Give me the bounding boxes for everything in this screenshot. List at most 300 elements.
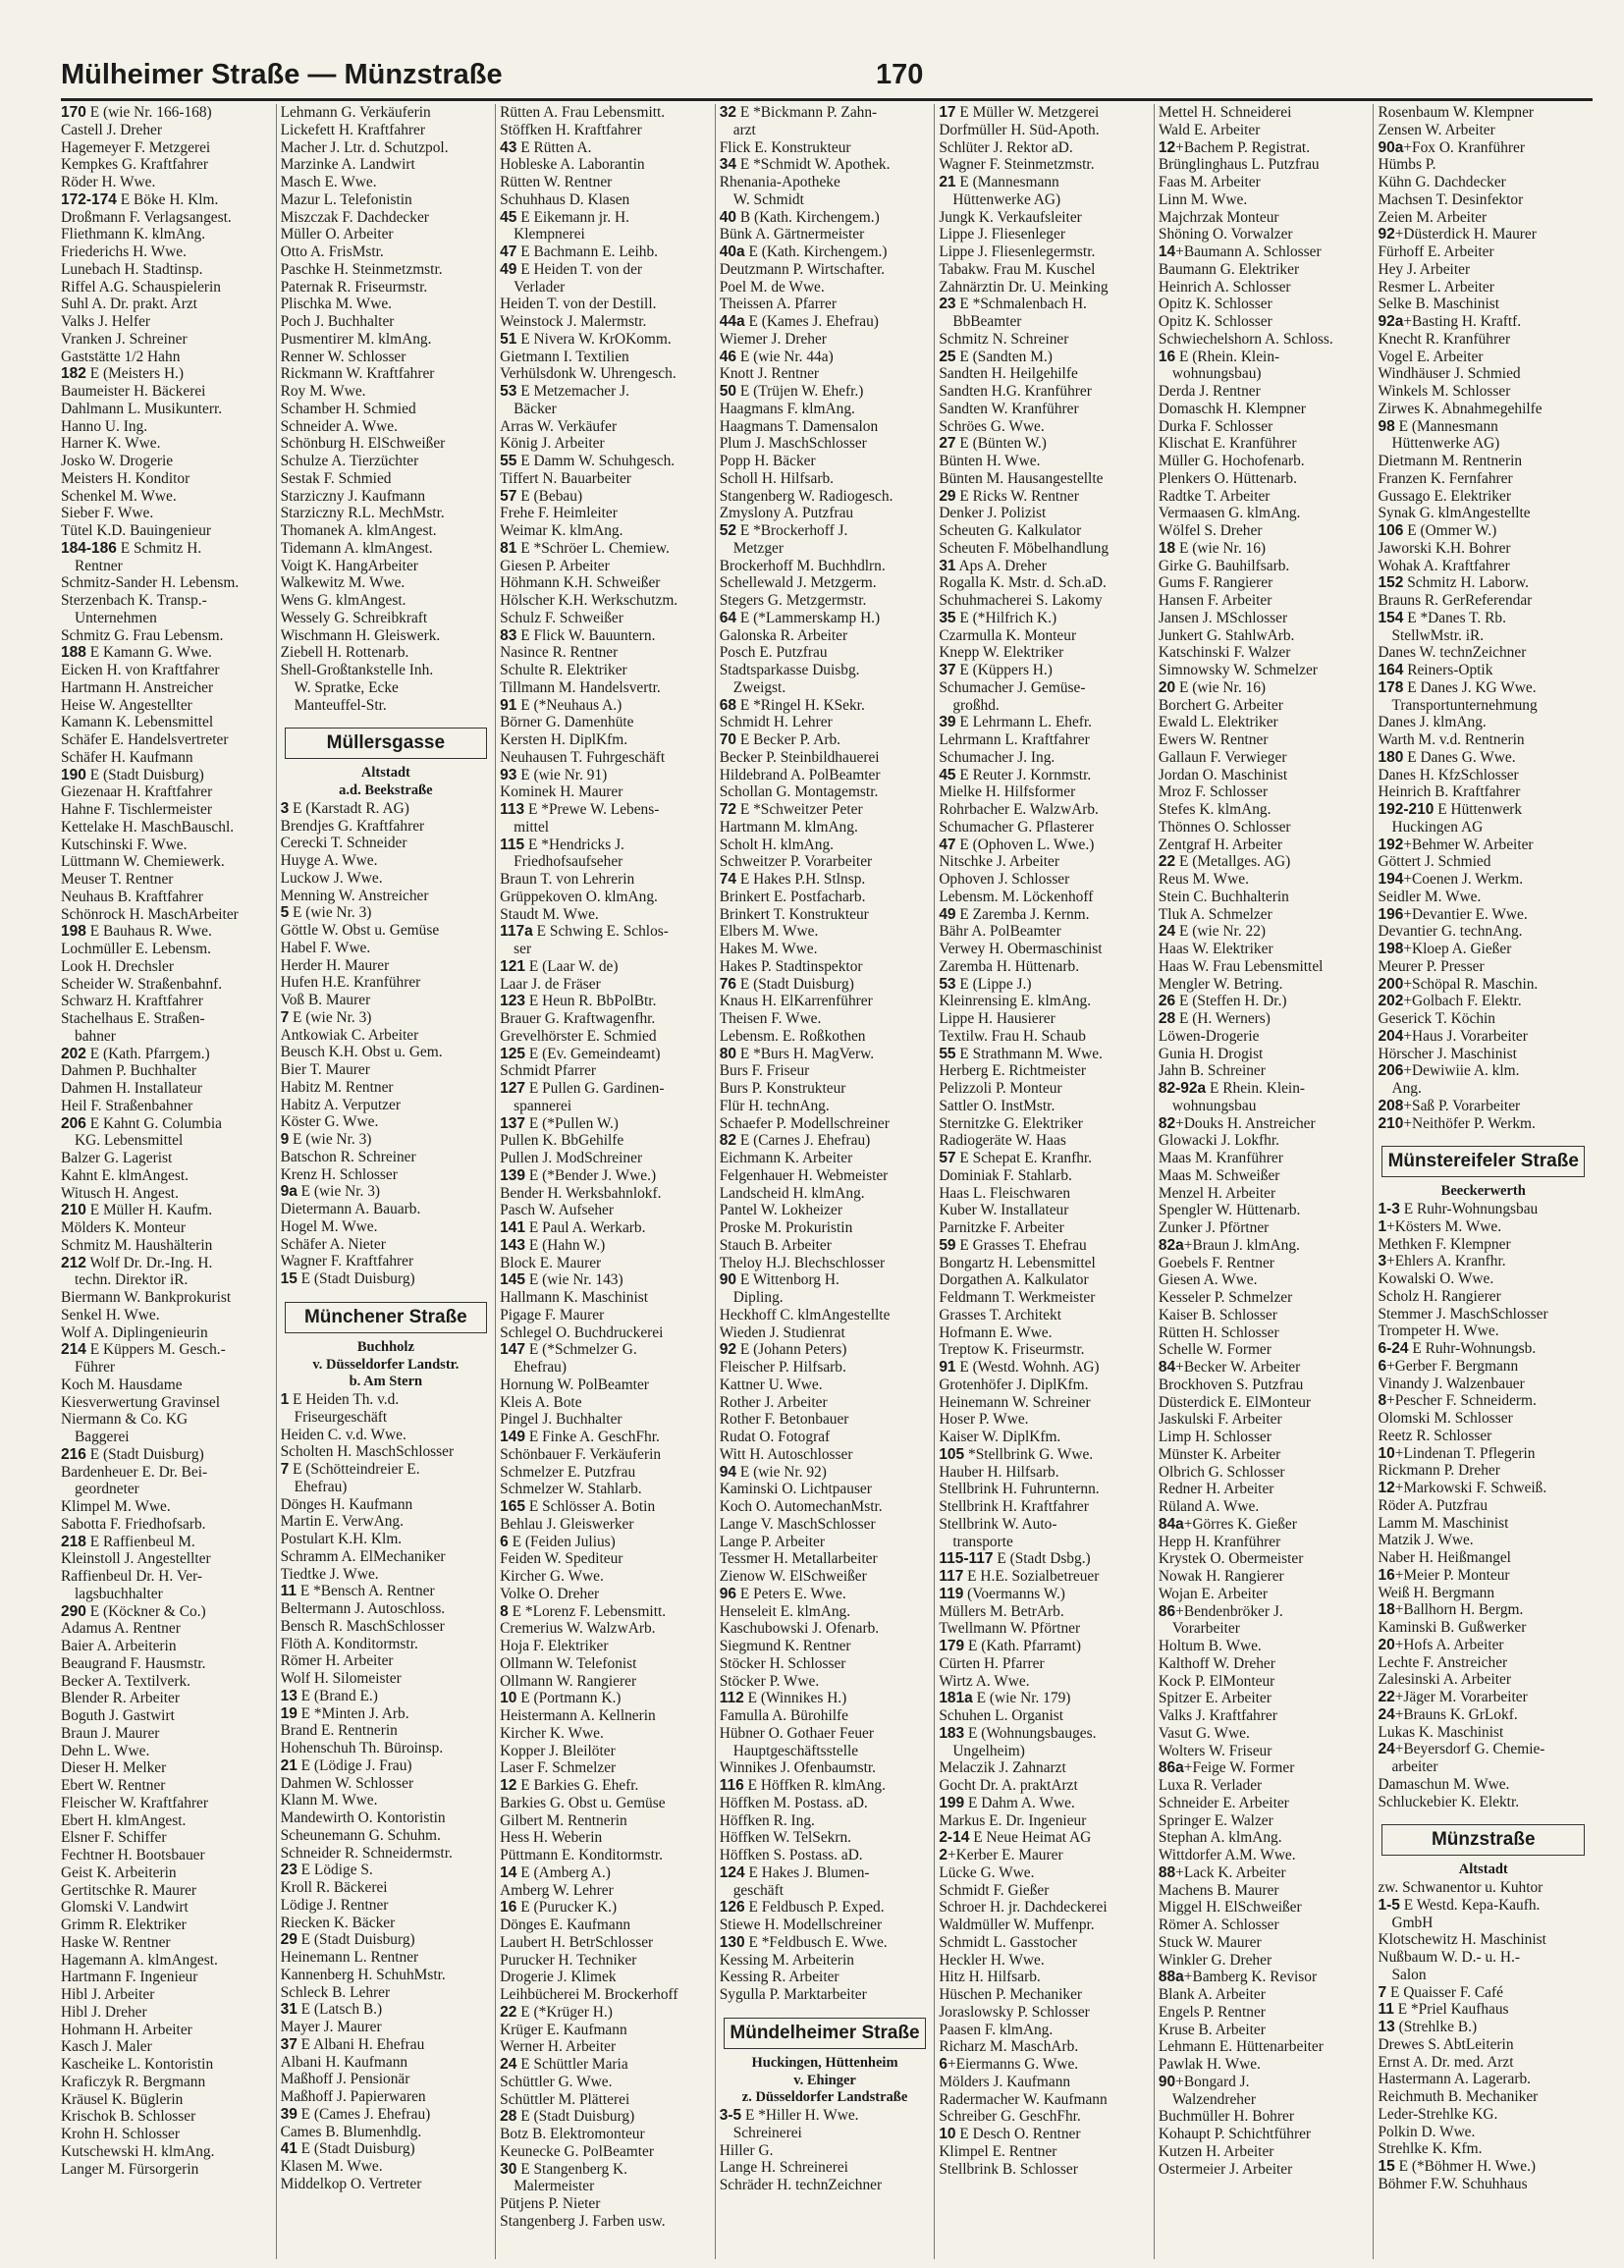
resident-entry: Boguth J. Gastwirt — [61, 1707, 175, 1724]
resident-entry: KG. Lebensmittel — [75, 1132, 184, 1150]
resident-entry: Simnowsky W. Schmelzer — [1158, 662, 1318, 678]
house-number: 90 — [1158, 2073, 1176, 2090]
house-number: 10 — [500, 1690, 517, 1707]
resident-entry: Spitzer E. Arbeiter — [1158, 1690, 1272, 1707]
resident-entry: Ang. — [1391, 1080, 1422, 1097]
resident-entry: Haske W. Rentner — [61, 1933, 171, 1951]
house-number-entry: 74 E Hakes P.H. Stlnsp. — [719, 871, 866, 888]
resident-entry: Metzger — [732, 539, 785, 557]
resident-entry: Wagner F. Steinmetzmstr. — [939, 156, 1095, 174]
house-number: 43 — [500, 138, 517, 156]
house-number-entry: 59 E Grasses T. Ehefrau — [939, 1236, 1087, 1254]
resident-entry: Klimpel M. Wwe. — [61, 1498, 171, 1515]
house-number: 192 — [1378, 836, 1404, 853]
house-number: 90a — [1378, 138, 1404, 156]
house-number-entry: 55 E Damm W. Schuhgesch. — [500, 453, 676, 469]
resident-entry: Gunia H. Drogist — [1158, 1045, 1264, 1062]
house-number-entry: 39 E (Cames J. Ehefrau) — [280, 2105, 431, 2123]
house-number: 9a — [280, 1183, 298, 1201]
resident-entry: Schreiber G. GeschFhr. — [939, 2108, 1081, 2126]
resident-entry: Tluk A. Schmelzer — [1158, 905, 1272, 923]
resident-entry: Landscheid H. klmAng. — [719, 1184, 865, 1202]
house-number: 14 — [500, 1863, 517, 1881]
resident-entry: Machens B. Maurer — [1158, 1881, 1279, 1899]
resident-entry: Voigt K. HangArbeiter — [280, 557, 418, 574]
resident-entry: Schwarz H. Kraftfahrer — [61, 993, 203, 1010]
resident-entry: Sestak F. Schmied — [280, 469, 392, 487]
resident-entry: Schulte R. Elektriker — [500, 662, 627, 678]
resident-entry: Riecken K. Bäcker — [280, 1914, 396, 1931]
house-number: 290 — [61, 1602, 86, 1620]
house-number-entry: 11 E *Bensch A. Rentner — [280, 1583, 435, 1600]
resident-entry: Meisters H. Konditor — [61, 469, 190, 487]
house-number: 53 — [500, 383, 517, 400]
house-number: 51 — [500, 330, 517, 348]
resident-entry: techn. Direktor iR. — [75, 1271, 189, 1289]
house-number-entry: 45 E Eikemann jr. H. — [500, 208, 629, 226]
resident-entry: Vorarbeiter — [1171, 1620, 1240, 1638]
resident-entry: Stein C. Buchhalterin — [1158, 888, 1289, 905]
resident-entry: Winkler G. Dreher — [1158, 1951, 1272, 1969]
house-number: 206 — [1378, 1062, 1404, 1080]
resident-entry: Textilw. Frau H. Schaub — [939, 1027, 1086, 1045]
house-number-entry: 28 E (H. Werners) — [1158, 1010, 1271, 1027]
resident-entry: Buchmüller H. Bohrer — [1158, 2108, 1294, 2126]
resident-entry: Römer H. Arbeiter — [280, 1652, 394, 1670]
resident-entry: Hakes P. Stadtinspektor — [719, 957, 863, 975]
resident-entry: wohnungsbau) — [1171, 365, 1262, 383]
resident-entry: Zensen W. Arbeiter — [1378, 121, 1495, 138]
resident-entry: Hagemeyer F. Metzgerei — [61, 138, 211, 156]
house-number: 31 — [280, 2001, 298, 2019]
house-number: 16 — [1158, 348, 1176, 365]
section-gap — [281, 714, 492, 722]
house-number: 182 — [61, 365, 86, 383]
resident-entry: Koch O. AutomechanMstr. — [719, 1498, 883, 1515]
house-number: 15 — [1378, 2158, 1395, 2175]
resident-entry: Hauptgeschäftsstelle — [732, 1742, 859, 1759]
house-number: 190 — [61, 766, 86, 783]
resident-entry: Stefes K. klmAng. — [1158, 801, 1272, 818]
resident-entry: Heinrich A. Schlosser — [1158, 278, 1291, 296]
resident-entry: Beltermann J. Autoschloss. — [280, 1600, 446, 1617]
resident-entry: Tabakw. Frau M. Kuschel — [939, 260, 1096, 278]
resident-entry: Laar J. de Fräser — [500, 975, 601, 993]
resident-entry: arbeiter — [1391, 1758, 1438, 1775]
house-number-entry: 81 E *Schröer L. Chemiew. — [500, 539, 670, 557]
resident-entry: Kasch J. Maler — [61, 2038, 152, 2056]
resident-entry: Ostermeier J. Arbeiter — [1158, 2160, 1293, 2178]
resident-entry: Manteuffel-Str. — [294, 696, 387, 714]
resident-entry: Huckingen AG — [1391, 818, 1484, 836]
resident-entry: Riffel A.G. Schauspielerin — [61, 278, 221, 296]
house-number-entry: 49 E Zaremba J. Kernm. — [939, 905, 1090, 923]
house-number-entry: 9a E (wie Nr. 3) — [280, 1183, 381, 1201]
resident-entry: Poch J. Buchhalter — [280, 313, 395, 330]
resident-entry: Schmidt F. Gießer — [939, 1881, 1050, 1899]
resident-entry: Höffken W. TelSekrn. — [719, 1829, 852, 1847]
street-heading: Müllersgasse — [285, 728, 488, 759]
resident-entry: Dahlmann L. Musikunterr. — [61, 400, 223, 417]
house-number-entry: 15 E (Stadt Duisburg) — [280, 1270, 415, 1287]
house-number: 29 — [939, 487, 956, 505]
resident-entry: GmbH — [1391, 1914, 1434, 1931]
resident-entry: Fechtner H. Bootsbauer — [61, 1847, 205, 1863]
resident-entry: Hoser P. Wwe. — [939, 1411, 1029, 1429]
resident-entry: Radiogeräte W. Haas — [939, 1132, 1066, 1150]
resident-entry: Danes H. KfzSchlosser — [1378, 766, 1519, 783]
house-number: 21 — [280, 1756, 298, 1774]
house-number-entry: 10+Lindenan T. Pflegerin — [1378, 1444, 1536, 1462]
house-number-entry: 70 E Becker P. Arb. — [719, 731, 840, 748]
resident-entry: Vogel E. Arbeiter — [1378, 348, 1484, 365]
house-number-entry: 88a+Bamberg K. Revisor — [1158, 1969, 1318, 1986]
resident-entry: Gietmann I. Textilien — [500, 348, 629, 365]
resident-entry: Hildebrand A. PolBeamter — [719, 766, 881, 783]
house-number-entry: 116 E Höffken R. klmAng. — [719, 1777, 886, 1794]
resident-entry: Rother F. Betonbauer — [719, 1411, 849, 1429]
resident-entry: Devantier G. technAng. — [1378, 923, 1523, 941]
resident-entry: Burs F. Friseur — [719, 1062, 810, 1080]
house-number-entry: 6+Gerber F. Bergmann — [1378, 1357, 1519, 1375]
house-number: 210 — [1378, 1114, 1404, 1132]
resident-entry: Pelizzoli P. Monteur — [939, 1080, 1062, 1097]
resident-entry: Dönges E. Kaufmann — [500, 1917, 631, 1933]
section-gap — [1378, 1132, 1589, 1140]
house-number-entry: 47 E (Ophoven L. Wwe.) — [939, 836, 1095, 853]
resident-entry: Wolf H. Silomeister — [280, 1670, 402, 1687]
house-number-entry: 16 E (Rhein. Klein- — [1158, 348, 1280, 365]
resident-entry: Hufen H.E. Kranführer — [280, 974, 421, 992]
resident-entry: Josko W. Drogerie — [61, 453, 174, 469]
house-number-entry: 41 E (Stadt Duisburg) — [280, 2140, 415, 2158]
house-number-entry: 94 E (wie Nr. 92) — [719, 1463, 827, 1481]
house-number: 92 — [719, 1341, 736, 1359]
house-number: 105 — [939, 1445, 965, 1463]
house-number-entry: 28 E (Stadt Duisburg) — [500, 2108, 635, 2126]
house-number-entry: 52 E *Brockerhoff J. — [719, 522, 848, 539]
resident-entry: Neuhaus B. Kraftfahrer — [61, 888, 203, 905]
resident-entry: Luxa R. Verlader — [1158, 1777, 1263, 1794]
resident-entry: Kraficzyk R. Bergmann — [61, 2073, 206, 2090]
house-number: 1 — [1378, 1217, 1387, 1235]
resident-entry: Maas M. Schweißer — [1158, 1166, 1280, 1184]
resident-entry: Schönburg H. ElSchweißer — [280, 435, 446, 453]
resident-entry: Mölders J. Kaufmann — [939, 2073, 1071, 2090]
house-number-entry: 92a+Basting H. Kraftf. — [1378, 313, 1522, 330]
house-number-entry: 198 E Bauhaus R. Wwe. — [61, 923, 212, 941]
resident-entry: Windhäuser J. Schmied — [1378, 365, 1521, 383]
house-number: 2-14 — [939, 1829, 970, 1847]
resident-entry: Wens G. klmAngest. — [280, 592, 406, 609]
resident-entry: Werner H. Arbeiter — [500, 2038, 617, 2056]
house-number: 57 — [500, 487, 517, 505]
resident-entry: Stachelhaus E. Straßen- — [61, 1010, 205, 1027]
house-number-entry: 208+Saß P. Vorarbeiter — [1378, 1097, 1521, 1114]
house-number: 55 — [500, 453, 517, 469]
resident-entry: Drewes S. AbtLeiterin — [1378, 2035, 1514, 2053]
resident-entry: Stegers G. Metzgermstr. — [719, 592, 867, 609]
house-number: 57 — [939, 1150, 956, 1166]
house-number-entry: 35 E (*Hilfrich K.) — [939, 609, 1057, 626]
house-number: 27 — [939, 435, 956, 453]
house-number-entry: 14 E (Amberg A.) — [500, 1863, 611, 1881]
house-number-entry: 6 E (Feiden Julius) — [500, 1533, 616, 1550]
house-number: 8 — [1378, 1392, 1387, 1410]
house-number: 46 — [719, 348, 736, 365]
directory-columns — [61, 104, 1593, 2259]
resident-entry: Starziczny R.L. MechMstr. — [280, 505, 445, 522]
resident-entry: Bensch R. MaschSchlosser — [280, 1617, 445, 1635]
resident-entry: Kamann K. Lebensmittel — [61, 714, 214, 731]
resident-entry: Krüger E. Kaufmann — [500, 2021, 627, 2038]
house-number: 141 — [500, 1219, 526, 1236]
resident-entry: Hartmann H. Anstreicher — [61, 678, 214, 696]
resident-entry: Stellbrink W. Auto- — [939, 1515, 1057, 1533]
resident-entry: Rentner — [75, 557, 123, 574]
resident-entry: Senkel H. Wwe. — [61, 1306, 160, 1323]
house-number-entry: 184-186 E Schmitz H. — [61, 539, 202, 557]
house-number-entry: 180 E Danes G. Wwe. — [1378, 748, 1516, 766]
resident-entry: Polkin D. Wwe. — [1378, 2123, 1476, 2140]
resident-entry: Dorgathen A. Kalkulator — [939, 1271, 1089, 1289]
house-number: 10 — [1378, 1444, 1395, 1462]
resident-entry: Hüschen P. Mechaniker — [939, 1986, 1083, 2003]
resident-entry: Walkewitz M. Wwe. — [280, 574, 406, 592]
resident-entry: Krystek O. Obermeister — [1158, 1550, 1304, 1568]
house-number-entry: 13 (Strehlke B.) — [1378, 2019, 1478, 2035]
resident-entry: Borchert G. Arbeiter — [1158, 696, 1283, 714]
house-number: 53 — [939, 975, 956, 993]
resident-entry: Dahmen W. Schlosser — [280, 1774, 414, 1792]
resident-entry: Mölders K. Monteur — [61, 1219, 186, 1236]
house-number: 184-186 — [61, 539, 117, 557]
resident-entry: Heckler H. Wwe. — [939, 1951, 1045, 1969]
house-number-entry: 179 E (Kath. Pfarramt) — [939, 1638, 1081, 1654]
house-number-entry: 6-24 E Ruhr-Wohnungsb. — [1378, 1340, 1537, 1357]
resident-entry: Kaminski B. Gußwerker — [1378, 1619, 1527, 1636]
resident-entry: Scheuten G. Kalkulator — [939, 522, 1082, 539]
district-note: v. Düsseldorfer Landstr. — [312, 1356, 460, 1373]
resident-entry: Domaschk H. Klempner — [1158, 400, 1306, 417]
resident-entry: Rickmann W. Kraftfahrer — [280, 365, 435, 383]
resident-entry: Dönges H. Kaufmann — [280, 1495, 413, 1513]
resident-entry: Naber H. Heißmangel — [1378, 1549, 1511, 1566]
house-number: 88a — [1158, 1969, 1184, 1986]
house-number-entry: 124 E Hakes J. Blumen- — [719, 1863, 870, 1881]
resident-entry: Schäfer A. Nieter — [280, 1235, 386, 1253]
resident-entry: Plischka M. Wwe. — [280, 296, 393, 313]
resident-entry: W. Schmidt — [732, 190, 804, 208]
house-number-entry: 12+Markowski F. Schweiß. — [1378, 1480, 1547, 1496]
resident-entry: Feiden W. Spediteur — [500, 1550, 623, 1568]
house-number: 59 — [939, 1236, 956, 1254]
resident-entry: Derda J. Rentner — [1158, 383, 1261, 400]
resident-entry: Plenkers O. Hüttenarb. — [1158, 469, 1297, 487]
house-number-entry: 22+Jäger M. Vorarbeiter — [1378, 1689, 1528, 1705]
resident-entry: Stemmer J. MaschSchlosser — [1378, 1305, 1548, 1323]
resident-entry: mittel — [514, 818, 550, 836]
house-number: 112 — [719, 1690, 744, 1707]
resident-entry: Kaiser W. DiplKfm. — [939, 1429, 1061, 1445]
resident-entry: arzt — [732, 121, 756, 138]
resident-entry: Pusmentirer M. klmAng. — [280, 330, 432, 348]
resident-entry: Haas W. Frau Lebensmittel — [1158, 957, 1324, 975]
house-number: 126 — [719, 1899, 745, 1917]
resident-entry: Majchrzak Monteur — [1158, 208, 1279, 226]
resident-entry: Schuhhaus D. Klasen — [500, 190, 630, 208]
resident-entry: Suhl A. Dr. prakt. Arzt — [61, 296, 197, 313]
resident-entry: transporte — [952, 1533, 1013, 1550]
house-number: 194 — [1378, 871, 1404, 888]
resident-entry: Heistermann A. Kellnerin — [500, 1707, 656, 1724]
resident-entry: Schneider E. Arbeiter — [1158, 1794, 1289, 1811]
resident-entry: Kalthoff W. Dreher — [1158, 1654, 1275, 1672]
resident-entry: Cürten H. Pfarrer — [939, 1654, 1045, 1672]
resident-entry: Cremerius W. WalzwArb. — [500, 1620, 656, 1638]
resident-entry: Müller O. Arbeiter — [280, 226, 394, 243]
house-number-entry: 115-117 E (Stadt Dsbg.) — [939, 1550, 1091, 1568]
resident-entry: Hüttenwerke AG) — [952, 190, 1061, 208]
house-number-entry: 290 E (Köckner & Co.) — [61, 1602, 206, 1620]
house-number-entry: 190 E (Stadt Duisburg) — [61, 766, 204, 783]
house-number-entry: 182 E (Meisters H.) — [61, 365, 185, 383]
resident-entry: Kutschinski F. Wwe. — [61, 836, 188, 853]
house-number-entry: 199 E Dahm A. Wwe. — [939, 1794, 1075, 1811]
resident-entry: Dietmann M. Rentnerin — [1378, 453, 1523, 469]
resident-entry: Gallaun F. Verwieger — [1158, 748, 1287, 766]
house-number: 47 — [939, 836, 956, 853]
resident-entry: Mazur L. Telefonistin — [280, 190, 412, 208]
house-number-entry: 113 E *Prewe W. Lebens- — [500, 801, 660, 818]
resident-entry: Heiden T. von der Destill. — [500, 296, 657, 313]
resident-entry: Meurer P. Presser — [1378, 957, 1485, 975]
resident-entry: Maßhoff J. Pensionär — [280, 2071, 410, 2088]
house-number: 5 — [280, 904, 290, 922]
house-number-entry: 90+Bongard J. — [1158, 2073, 1250, 2090]
house-number-entry: 68 E *Ringel H. KSekr. — [719, 696, 865, 714]
house-number: 82 — [719, 1132, 736, 1150]
house-number-entry: 57 E Schepat E. Kranfhr. — [939, 1150, 1093, 1166]
resident-entry: Treptow K. Friseurmstr. — [939, 1341, 1085, 1359]
resident-entry: Hörscher J. Maschinist — [1378, 1045, 1517, 1062]
house-number: 25 — [939, 348, 956, 365]
resident-entry: Lippe H. Hausierer — [939, 1010, 1056, 1027]
resident-entry: Richarz M. MaschArb. — [939, 2038, 1079, 2056]
house-number-entry: 143 E (Hahn W.) — [500, 1236, 606, 1254]
resident-entry: Wolters W. Friseur — [1158, 1742, 1272, 1759]
house-number: 172-174 — [61, 190, 117, 208]
house-number: 13 — [1378, 2019, 1395, 2035]
house-number: 181a — [939, 1690, 973, 1707]
resident-entry: Kleinstoll J. Angestellter — [61, 1550, 211, 1568]
resident-entry: Lunebach H. Stadtinsp. — [61, 260, 203, 278]
resident-entry: Fliethmann K. klmAng. — [61, 226, 206, 243]
house-number-entry: 181a E (wie Nr. 179) — [939, 1690, 1071, 1707]
resident-entry: Rhenania-Apotheke — [719, 174, 840, 190]
house-number-entry: 119 (Voermanns W.) — [939, 1585, 1065, 1602]
house-number: 84 — [1158, 1359, 1176, 1376]
resident-entry: Stöcker H. Schlosser — [719, 1654, 846, 1672]
resident-entry: Pullen J. ModSchreiner — [500, 1150, 643, 1166]
house-number-entry: 141 E Paul A. Werkarb. — [500, 1219, 646, 1236]
resident-entry: Becker P. Steinbildhauerei — [719, 748, 880, 766]
resident-entry: Gertitschke R. Maurer — [61, 1881, 197, 1899]
resident-entry: Giesen A. Wwe. — [1158, 1271, 1258, 1289]
resident-entry: Miszczak F. Dachdecker — [280, 208, 429, 226]
house-number: 40a — [719, 243, 745, 260]
house-number-entry: 88+Lack K. Arbeiter — [1158, 1863, 1286, 1881]
house-number-entry: 1-5 E Westd. Kepa-Kaufh. — [1378, 1896, 1541, 1914]
resident-entry: Lange P. Arbeiter — [719, 1533, 826, 1550]
house-number: 24 — [500, 2056, 517, 2073]
resident-entry: Twellmann W. Pförtner — [939, 1620, 1081, 1638]
resident-entry: großhd. — [952, 696, 1000, 714]
resident-entry: Mroz F. Schlosser — [1158, 783, 1269, 801]
resident-entry: Langer M. Fürsorgerin — [61, 2160, 199, 2178]
resident-entry: Walzendreher — [1171, 2090, 1256, 2108]
house-number: 196 — [1378, 905, 1404, 923]
house-number: 198 — [61, 923, 86, 941]
house-number: 45 — [939, 766, 956, 783]
resident-entry: Heise W. Angestellter — [61, 696, 192, 714]
house-number: 19 — [280, 1704, 298, 1722]
house-number-entry: 214 E Küppers M. Gesch.- — [61, 1341, 226, 1359]
house-number-entry: 31 Aps A. Dreher — [939, 557, 1047, 574]
resident-entry: Bender H. Werksbahnlokf. — [500, 1184, 662, 1202]
house-number-entry: 125 E (Ev. Gemeindeamt) — [500, 1045, 661, 1062]
resident-entry: Hepp H. Kranführer — [1158, 1533, 1281, 1550]
resident-entry: Flür H. technAng. — [719, 1097, 830, 1114]
house-number: 74 — [719, 871, 736, 888]
house-number-entry: 32 E *Bickmann P. Zahn- — [719, 104, 878, 121]
house-number: 86 — [1158, 1602, 1176, 1620]
resident-entry: Pantel W. Lokheizer — [719, 1202, 842, 1219]
house-number-entry: 17 E Müller W. Metzgerei — [939, 104, 1100, 121]
resident-entry: Lehrmann L. Kraftfahrer — [939, 731, 1090, 748]
house-number: 200 — [1378, 975, 1404, 993]
resident-entry: Brinkert T. Konstrukteur — [719, 905, 869, 923]
resident-entry: Menning W. Anstreicher — [280, 887, 429, 904]
resident-entry: Denker J. Polizist — [939, 505, 1047, 522]
resident-entry: Lange V. MaschSchlosser — [719, 1515, 876, 1533]
page-number: 170 — [876, 59, 924, 90]
resident-entry: Kleis A. Bote — [500, 1393, 582, 1411]
resident-entry: Rickmann P. Dreher — [1378, 1462, 1500, 1480]
resident-entry: Waldmüller W. Muffenpr. — [939, 1917, 1095, 1933]
resident-entry: Stellbrink B. Schlosser — [939, 2160, 1078, 2178]
house-number: 180 — [1378, 748, 1404, 766]
resident-entry: Ebert H. klmAngest. — [61, 1811, 187, 1829]
house-number-entry: 8+Pescher F. Schneiderm. — [1378, 1392, 1537, 1410]
house-number-entry: 44a E (Kames J. Ehefrau) — [719, 313, 879, 330]
district-note: b. Am Stern — [349, 1374, 423, 1390]
resident-entry: Dorfmüller H. Süd-Apoth. — [939, 121, 1100, 138]
resident-entry: Warth M. v.d. Rentnerin — [1378, 731, 1525, 748]
house-number: 40 — [719, 208, 736, 226]
house-number: 123 — [500, 993, 526, 1010]
house-number-entry: 39 E Lehrmann L. Ehefr. — [939, 714, 1093, 731]
resident-entry: Ehefrau) — [294, 1478, 348, 1495]
district-note: v. Ehinger — [793, 2072, 856, 2088]
resident-entry: Barkies G. Obst u. Gemüse — [500, 1794, 666, 1811]
resident-entry: Baier A. Arbeiterin — [61, 1638, 177, 1654]
district-note: Altstadt — [360, 765, 410, 782]
resident-entry: Ewers W. Rentner — [1158, 731, 1269, 748]
resident-entry: Zeien M. Arbeiter — [1378, 208, 1488, 226]
house-number: 64 — [719, 609, 736, 626]
resident-entry: Lickefett H. Kraftfahrer — [280, 121, 425, 138]
